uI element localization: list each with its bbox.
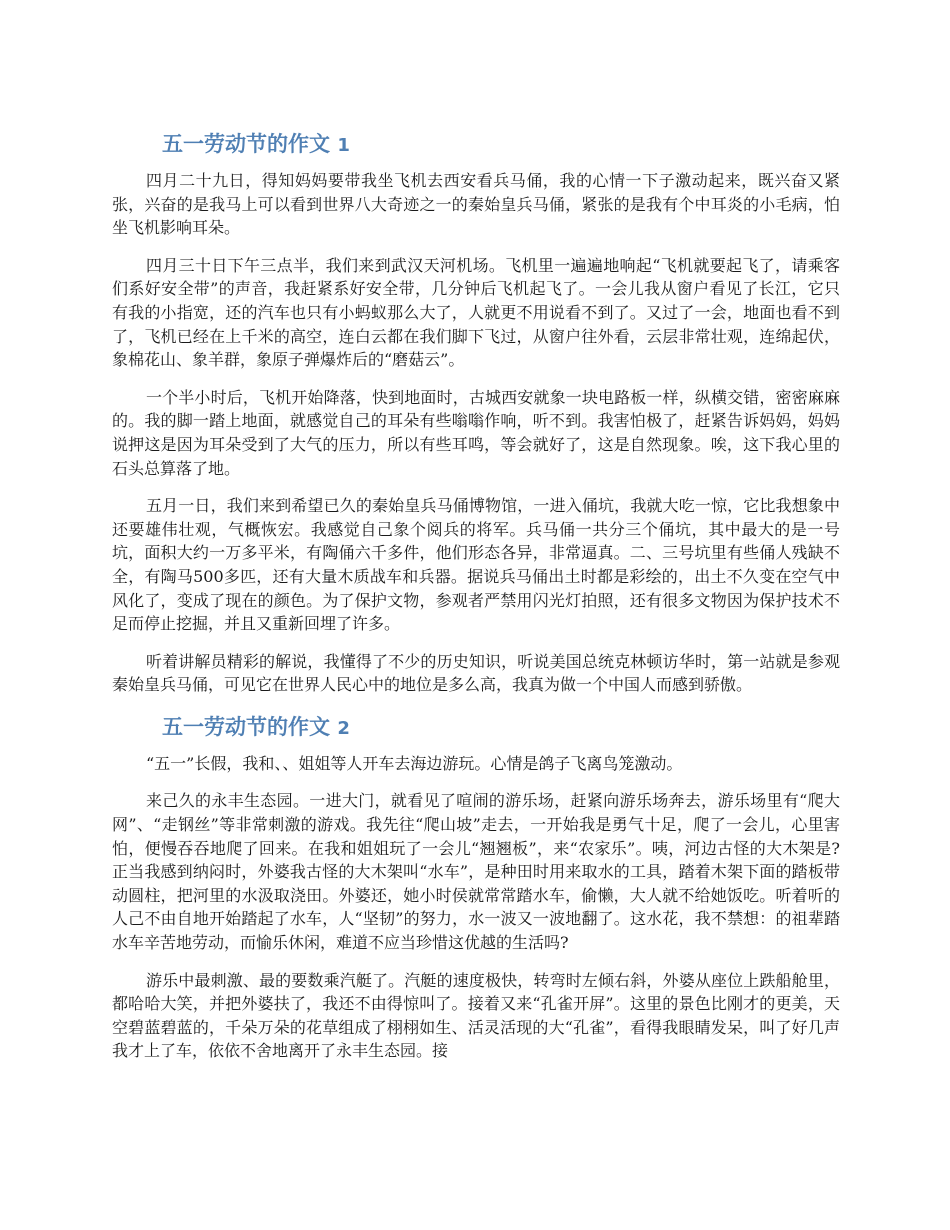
section-number: 2	[337, 717, 350, 739]
paragraph: 听着讲解员精彩的解说，我懂得了不少的历史知识，听说美国总统克林顿访华时，第一站就是参观秦始皇兵马俑，可见它在世界人民心中的地位是多么高，我真为做一个中国人而感到骄傲。	[112, 651, 840, 695]
paragraph: 五月一日，我们来到希望已久的秦始皇兵马俑博物馆，一进入俑坑，我就大吃一惊，它比我想象中还要雄伟壮观，气概恢宏。我感觉自己象个阅兵的将军。兵马俑一共分三个俑坑，其中最大的是一号坑，面积大约一万多平米，有陶俑六千多件，他们形态各异，非常逼真。二、三号坑里有些俑人残缺不全，有陶马500多匹，还有大量木质战车和兵器。据说兵马俑出土时都是彩绘的，出土不久变在空气中风化了，变成了现在的颜色。为了保护文物，参观者严禁用闪光灯拍照，还有很多文物因为保护技术不足而停止挖掘，并且又重新回埋了许多。	[112, 496, 840, 634]
paragraph: 一个半小时后，飞机开始降落，快到地面时，古城西安就象一块电路板一样，纵横交错，密密麻麻的。我的脚一踏上地面，就感觉自己的耳朵有些嗡嗡作响，听不到。我害怕极了，赶紧告诉妈妈，妈妈说押这是因为耳朵受到了大气的压力，所以有些耳鸣，等会就好了，这是自然现象。唉，这下我心里的石头总算落了地。	[112, 387, 840, 478]
paragraph: 四月二十九日，得知妈妈要带我坐飞机去西安看兵马俑，我的心情一下子激动起来，既兴奋又紧张，兴奋的是我马上可以看到世界八大奇迹之一的秦始皇兵马俑，紧张的是我有个中耳炎的小毛病，怕坐飞机影响耳朵。	[112, 171, 840, 238]
section-title-1	[162, 126, 840, 162]
section-number: 1	[337, 135, 350, 156]
paragraph: 四月三十日下午三点半，我们来到武汉天河机场。飞机里一遍遍地响起“飞机就要起飞了，请乘客们系好安全带”的声音，我赶紧系好安全带，几分钟后飞机起飞了。一会儿我从窗户看见了长江，它只有我的小指宽，还的汽车也只有小蚂蚁那么大了，人就更不用说看不到了。又过了一会，地面也看不到了，飞机已经在上千米的高空，连白云都在我们脚下飞过，从窗户往外看，云层非常壮观，连绵起伏，象棉花山、象羊群，象原子弹爆炸后的“磨菇云”。	[112, 255, 840, 370]
section-title-text: 五一劳动节的作文	[162, 714, 330, 739]
document-body	[112, 126, 840, 1063]
paragraph: 游乐中最刺激、最的要数乘汽艇了。汽艇的速度极快，转弯时左倾右斜，外婆从座位上跌船舱里，都哈哈大笑，并把外婆扶了，我还不由得惊叫了。接着又来“孔雀开屏”。这里的景色比刚才的更美，天空碧蓝碧蓝的，千朵万朵的花草组成了栩栩如生、活灵活现的大“孔雀”，看得我眼睛发呆，叫了好几声我才上了车，依依不舍地离开了永丰生态园。接	[112, 970, 840, 1061]
section-title-text: 五一劳动节的作文	[162, 132, 330, 156]
section-title-2	[162, 709, 840, 745]
paragraph: 来己久的永丰生态园。一进大门，就看见了喧闹的游乐场，赶紧向游乐场奔去，游乐场里有“爬大网”、“走钢丝”等非常刺激的游戏。我先往“爬山坡”走去，一开始我是勇气十足，爬了一会儿，心里害怕，便慢吞吞地爬了回来。在我和姐姐玩了一会儿“翘翘板”，来“农家乐”。咦，河边古怪的大木架是?正当我感到纳闷时，外婆我古怪的大木架叫“水车”，是种田时用来取水的工具，踏着木架下面的踏板带动圆柱，把河里的水汲取浇田。外婆还，她小时侯就常常踏水车，偷懒，大人就不给她饭吃。听着听的人己不由自地开始踏起了水车，人“坚韧”的努力，水一波又一波地翻了。这水花，我不禁想：的祖辈踏水车辛苦地劳动，而愉乐休闲，难道不应当珍惜这优越的生活吗?	[112, 791, 840, 953]
paragraph: “五一”长假，我和、、姐姐等人开车去海边游玩。心情是鸽子飞离鸟笼激动。	[146, 753, 683, 773]
